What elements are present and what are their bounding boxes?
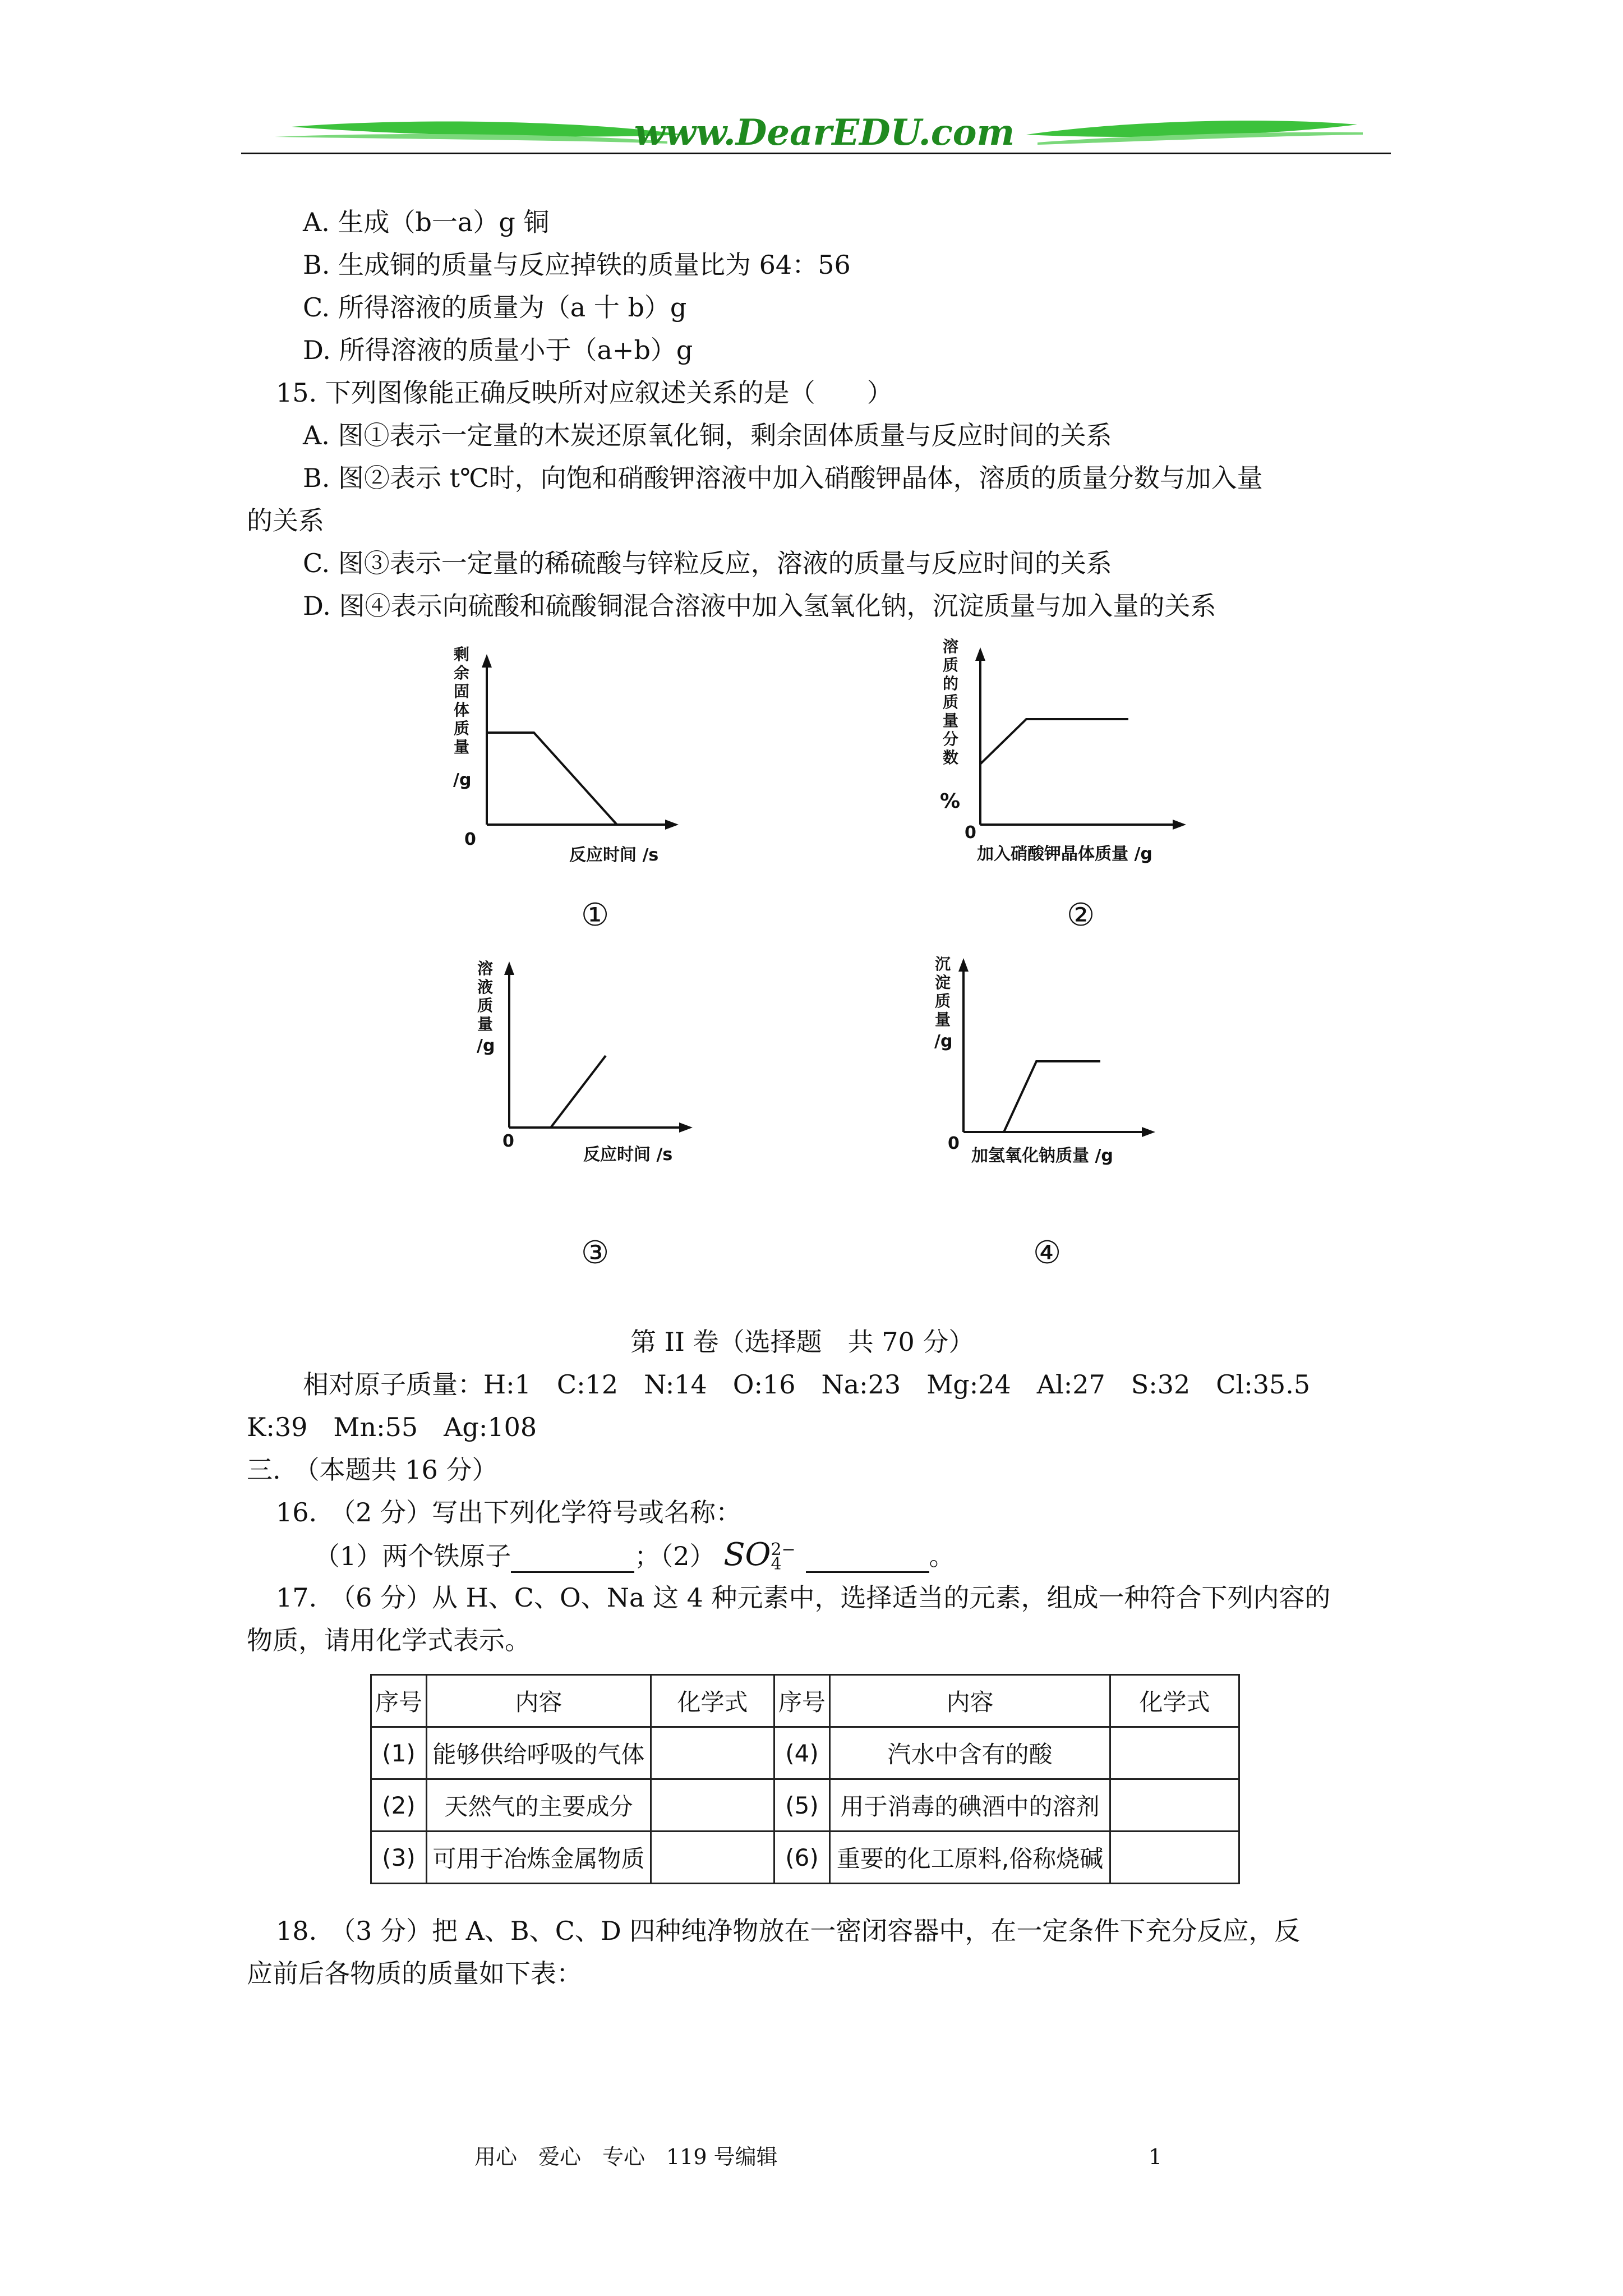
q17-table [370, 1674, 1240, 1884]
graph-1-ylabel: 剩余固体质量 [453, 645, 469, 756]
q14-option-b: B. 生成铜的质量与反应掉铁的质量比为 64：56 [303, 250, 851, 280]
q15-option-d: D. 图④表示向硫酸和硫酸铜混合溶液中加入氢氧化钠，沉淀质量与加入量的关系 [303, 591, 1216, 621]
footer-text: 用心 爱心 专心 119 号编辑 [474, 2145, 778, 2169]
header-banner [241, 112, 1391, 157]
graph-1-origin: 0 [464, 830, 476, 849]
q16-formula: SO 2− 4 [723, 1536, 796, 1574]
graph-3-yunit: /g [477, 1036, 495, 1056]
graph-1 [449, 634, 718, 875]
graph-2 [937, 634, 1228, 875]
answer-cell[interactable] [651, 1727, 774, 1779]
site-logo-text: www.DearEDU.com [634, 112, 1015, 154]
table-cell: 用于消毒的碘酒中的溶剂 [830, 1779, 1110, 1832]
answer-cell[interactable] [651, 1779, 774, 1832]
header-formula: 化学式 [651, 1675, 774, 1727]
atomic-mass-line-1: 相对原子质量：H:1 C:12 N:14 O:16 Na:23 Mg:24 Al:27 S:32 Cl:35.5 [303, 1369, 1311, 1400]
q15-stem: 15. 下列图像能正确反映所对应叙述关系的是（ ） [276, 378, 893, 408]
table-cell: (5) [774, 1779, 830, 1832]
q15-option-c: C. 图③表示一定量的稀硫酸与锌粒反应，溶液的质量与反应时间的关系 [303, 548, 1112, 578]
table-cell: 汽水中含有的酸 [830, 1727, 1110, 1779]
table-cell: (3) [371, 1832, 427, 1884]
graph-4-plot [925, 948, 1195, 1172]
answer-cell[interactable] [1110, 1832, 1239, 1884]
q15-option-b-line1: B. 图②表示 t℃时，向饱和硝酸钾溶液中加入硝酸钾晶体，溶质的质量分数与加入量 [303, 463, 1263, 493]
q18-line-1: 18. （3 分）把 A、B、C、D 四种纯净物放在一密闭容器中，在一定条件下充分反应，反 [276, 1916, 1301, 1946]
table-row [371, 1832, 1239, 1884]
q16-stem: 16. （2 分）写出下列化学符号或名称： [276, 1497, 742, 1527]
table-header-row [371, 1675, 1239, 1727]
graph-2-ylabel: 溶质的质量分数 [942, 637, 958, 767]
graph-4-xlabel: 加氢氧化钠质量 /g [971, 1146, 1113, 1166]
q16-blank-1[interactable] [511, 1545, 634, 1573]
header-formula-2: 化学式 [1110, 1675, 1239, 1727]
page-number: 1 [1149, 2145, 1163, 2169]
table-cell: 重要的化工原料,俗称烧碱 [830, 1832, 1110, 1884]
table-cell: 可用于冶炼金属物质 [427, 1832, 651, 1884]
graph-2-caption: ② [1067, 897, 1095, 933]
q15-option-b-line2: 的关系 [247, 505, 324, 536]
header-content: 内容 [427, 1675, 651, 1727]
header-seq-2: 序号 [774, 1675, 830, 1727]
table-cell: 能够供给呼吸的气体 [427, 1727, 651, 1779]
q14-option-c: C. 所得溶液的质量为（a 十 b）g [303, 292, 687, 323]
graph-3-caption: ③ [581, 1235, 610, 1271]
section-2-title: 第 II 卷（选择题 共 70 分） [630, 1327, 975, 1357]
q14-option-d: D. 所得溶液的质量小于（a+b）g [303, 335, 693, 365]
table-row [371, 1727, 1239, 1779]
graph-2-plot [937, 634, 1228, 875]
q14-option-a: A. 生成（b一a）g 铜 [303, 207, 550, 237]
q16-part1-label: （1）两个铁原子 [314, 1541, 511, 1571]
table-cell: (4) [774, 1727, 830, 1779]
table-cell: (6) [774, 1832, 830, 1884]
header-content-2: 内容 [830, 1675, 1110, 1727]
graph-3 [471, 948, 718, 1172]
graph-4 [925, 948, 1195, 1172]
header-rule [241, 153, 1391, 154]
table-cell: (1) [371, 1727, 427, 1779]
q16-separator: ；（2） [634, 1541, 716, 1571]
graph-3-origin: 0 [502, 1131, 514, 1151]
graph-1-yunit: /g [453, 770, 472, 790]
graph-4-origin: 0 [948, 1134, 960, 1153]
graph-2-origin: 0 [965, 823, 976, 843]
q17-line-2: 物质，请用化学式表示。 [247, 1625, 531, 1655]
part-3-heading: 三. （本题共 16 分） [247, 1455, 498, 1485]
table-row [371, 1779, 1239, 1832]
graph-1-xlabel: 反应时间 /s [569, 845, 659, 865]
table-cell: (2) [371, 1779, 427, 1832]
graph-4-ylabel: 沉淀质量 [934, 955, 951, 1029]
answer-cell[interactable] [1110, 1779, 1239, 1832]
graph-3-xlabel: 反应时间 /s [583, 1145, 673, 1165]
graph-4-yunit: /g [934, 1032, 953, 1051]
graph-4-caption: ④ [1033, 1235, 1062, 1271]
q16-blank-2[interactable] [806, 1545, 929, 1573]
graph-1-plot [449, 634, 718, 875]
answer-cell[interactable] [651, 1832, 774, 1884]
graph-3-ylabel: 溶液质量 [477, 959, 493, 1033]
q15-option-a: A. 图①表示一定量的木炭还原氧化铜，剩余固体质量与反应时间的关系 [303, 420, 1112, 450]
q17-line-1: 17. （6 分）从 H、C、O、Na 这 4 种元素中，选择适当的元素，组成一种符合下列内容的 [276, 1582, 1331, 1613]
table-cell: 天然气的主要成分 [427, 1779, 651, 1832]
atomic-mass-line-2: K:39 Mn:55 Ag:108 [247, 1412, 537, 1442]
q16-answers [314, 1538, 955, 1573]
q18-line-2: 应前后各物质的质量如下表： [247, 1958, 582, 1989]
graph-2-xlabel: 加入硝酸钾晶体质量 /g [977, 844, 1152, 864]
q16-end: 。 [929, 1541, 955, 1571]
header-seq: 序号 [371, 1675, 427, 1727]
answer-cell[interactable] [1110, 1727, 1239, 1779]
graph-1-caption: ① [581, 897, 610, 933]
graph-2-yunit: % [940, 790, 961, 813]
